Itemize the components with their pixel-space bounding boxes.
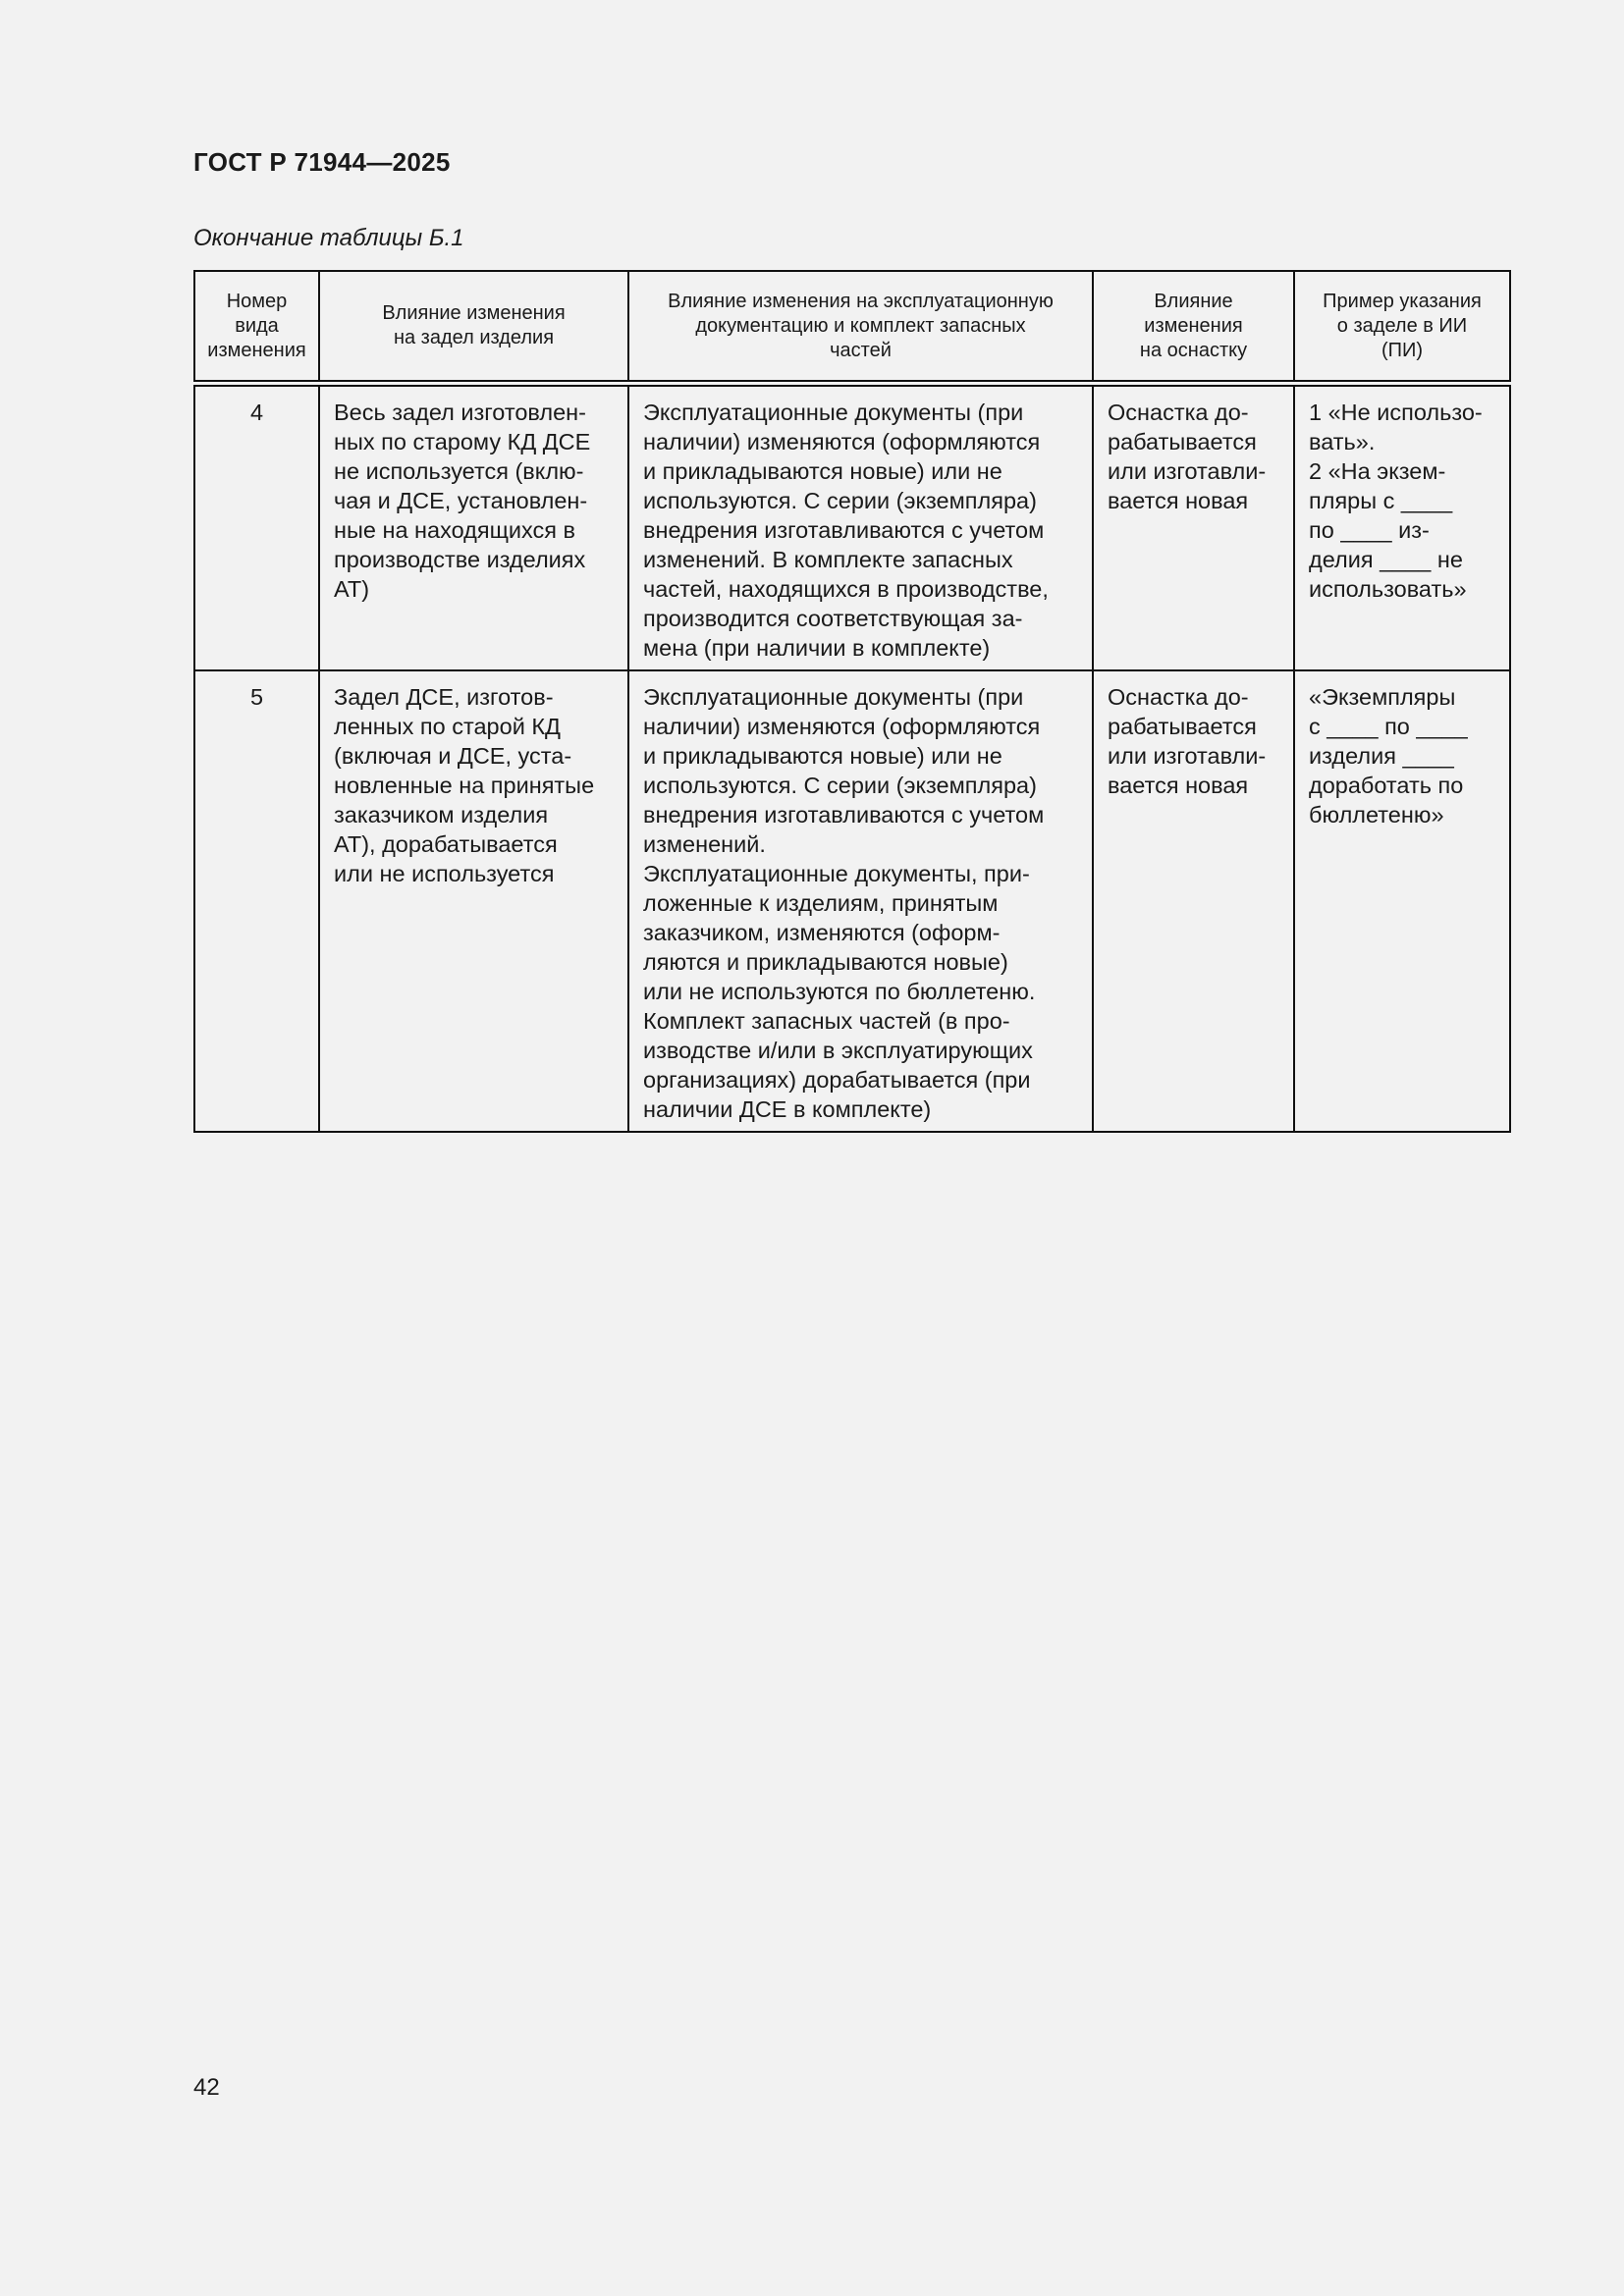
cell-text-line: производстве изделиях bbox=[334, 547, 586, 572]
cell-text-line: или изготавли- bbox=[1108, 458, 1267, 484]
cell-text-line: или изготавли- bbox=[1108, 742, 1267, 769]
cell-text-line: и прикладываются новые) или не bbox=[643, 742, 1002, 769]
document-header: ГОСТ Р 71944—2025 bbox=[193, 147, 451, 177]
cell-text-line: о заделе в ИИ bbox=[1336, 314, 1468, 337]
cell-text-line: вида bbox=[235, 314, 279, 337]
cell-text-line: изделия ____ bbox=[1309, 742, 1454, 769]
tooling-impact-cell bbox=[1093, 670, 1294, 1132]
header-impact-on-tooling bbox=[1093, 271, 1294, 384]
cell-text-line: частей bbox=[830, 339, 892, 361]
stock-impact-cell bbox=[319, 384, 628, 670]
cell-text-line: пляры с ____ bbox=[1309, 488, 1453, 513]
cell-text-line: (включая и ДСЕ, уста- bbox=[334, 742, 572, 769]
cell-text-line: наличии) изменяются (оформляются bbox=[643, 713, 1041, 739]
cell-text-line: или не используется bbox=[334, 860, 555, 886]
cell-text-line: с ____ по ____ bbox=[1309, 713, 1468, 739]
cell-text-line: вать». bbox=[1309, 429, 1376, 454]
cell-text-line: делия ____ не bbox=[1309, 547, 1463, 572]
cell-text-line: рабатывается bbox=[1108, 713, 1257, 739]
cell-text-line: изменений. bbox=[643, 830, 766, 857]
cell-text-line: документацию и комплект запасных bbox=[695, 314, 1026, 337]
cell-text-line: Оснастка до- bbox=[1108, 400, 1249, 425]
cell-text-line: (ПИ) bbox=[1380, 339, 1424, 361]
cell-text-line: 1 «Не использо- bbox=[1309, 400, 1483, 425]
cell-text-line: вается новая bbox=[1108, 772, 1249, 798]
cell-text-line: АТ), дорабатывается bbox=[334, 830, 558, 857]
cell-text-line: бюллетеню» bbox=[1309, 801, 1444, 828]
cell-text-line: доработать по bbox=[1309, 772, 1464, 798]
cell-text-line: ные на находящихся в bbox=[334, 517, 576, 543]
cell-text-line: частей, находящихся в производстве, bbox=[643, 576, 1049, 602]
cell-text-line: не используется (вклю- bbox=[334, 458, 584, 484]
cell-text-line: изменений. В комплекте запасных bbox=[643, 547, 1013, 572]
cell-text-line: наличии ДСЕ в комплекте) bbox=[643, 1095, 932, 1122]
cell-text-line: Пример указания bbox=[1323, 290, 1482, 312]
cell-text-line: Задел ДСЕ, изготов- bbox=[334, 683, 554, 710]
cell-text-line: используются. С серии (экземпляра) bbox=[643, 488, 1037, 513]
table-row bbox=[194, 670, 1510, 1132]
cell-text-line: и прикладываются новые) или не bbox=[643, 458, 1002, 484]
cell-text-line: заказчиком, изменяются (оформ- bbox=[643, 919, 1001, 945]
cell-text-line: изменения bbox=[1144, 314, 1243, 337]
cell-text-line: организациях) дорабатывается (при bbox=[643, 1066, 1031, 1093]
cell-text-line: изводстве и/или в эксплуатирующих bbox=[643, 1037, 1033, 1063]
cell-text-line: Оснастка до- bbox=[1108, 683, 1249, 710]
cell-text-line: Эксплуатационные документы, при- bbox=[643, 860, 1030, 886]
cell-text-line: Эксплуатационные документы (при bbox=[643, 683, 1024, 710]
cell-text-line: ляются и прикладываются новые) bbox=[643, 948, 1008, 975]
documentation-impact-cell bbox=[628, 670, 1093, 1132]
cell-text-line: на оснастку bbox=[1139, 339, 1248, 361]
cell-text-line: Комплект запасных частей (в про- bbox=[643, 1007, 1010, 1034]
header-impact-on-documentation bbox=[628, 271, 1093, 384]
cell-text-line: наличии) изменяются (оформляются bbox=[643, 429, 1041, 454]
header-stock-example bbox=[1294, 271, 1510, 384]
cell-text-line: используются. С серии (экземпляра) bbox=[643, 772, 1037, 798]
stock-example-cell bbox=[1294, 670, 1510, 1132]
cell-text-line: ных по старому КД ДСЕ bbox=[334, 429, 591, 454]
documentation-impact-cell bbox=[628, 384, 1093, 670]
cell-text-line: Влияние изменения bbox=[382, 302, 566, 324]
table-row bbox=[194, 384, 1510, 670]
cell-text-line: вается новая bbox=[1108, 488, 1249, 513]
stock-impact-cell bbox=[319, 670, 628, 1132]
table-header-row bbox=[194, 271, 1510, 384]
page-number: 42 bbox=[193, 2074, 220, 2101]
cell-text-line: «Экземпляры bbox=[1309, 683, 1456, 710]
cell-text-line: Влияние изменения на эксплуатационную bbox=[668, 290, 1054, 312]
cell-text-line: Номер bbox=[226, 290, 288, 312]
cell-text-line: рабатывается bbox=[1108, 429, 1257, 454]
cell-text-line: АТ) bbox=[334, 576, 370, 602]
cell-text-line: Весь задел изготовлен- bbox=[334, 400, 586, 425]
cell-text-line: новленные на принятые bbox=[334, 772, 595, 798]
cell-text-line: использовать» bbox=[1309, 576, 1467, 602]
tooling-impact-cell bbox=[1093, 384, 1294, 670]
cell-text-line: заказчиком изделия bbox=[334, 801, 549, 828]
cell-text-line: Эксплуатационные документы (при bbox=[643, 400, 1024, 425]
cell-text-line: Влияние bbox=[1154, 290, 1233, 312]
cell-text-line: на задел изделия bbox=[393, 327, 555, 348]
header-impact-on-stock bbox=[319, 271, 628, 384]
table-caption: Окончание таблицы Б.1 bbox=[193, 225, 464, 251]
header-change-number bbox=[194, 271, 319, 384]
stock-example-cell bbox=[1294, 384, 1510, 670]
change-number-cell: 5 bbox=[194, 670, 319, 1132]
cell-text-line: по ____ из- bbox=[1309, 517, 1430, 543]
cell-text-line: изменения bbox=[207, 339, 306, 361]
cell-text-line: мена (при наличии в комплекте) bbox=[643, 635, 991, 661]
cell-text-line: ложенные к изделиям, принятым bbox=[643, 889, 999, 916]
cell-text-line: ленных по старой КД bbox=[334, 713, 561, 739]
change-number-cell: 4 bbox=[194, 384, 319, 670]
change-impact-table bbox=[193, 270, 1511, 1133]
cell-text-line: или не используются по бюллетеню. bbox=[643, 978, 1036, 1004]
cell-text-line: внедрения изготавливаются с учетом bbox=[643, 801, 1045, 828]
cell-text-line: внедрения изготавливаются с учетом bbox=[643, 517, 1045, 543]
cell-text-line: чая и ДСЕ, установлен- bbox=[334, 488, 588, 513]
cell-text-line: 2 «На экзем- bbox=[1309, 458, 1446, 484]
cell-text-line: производится соответствующая за- bbox=[643, 606, 1023, 631]
